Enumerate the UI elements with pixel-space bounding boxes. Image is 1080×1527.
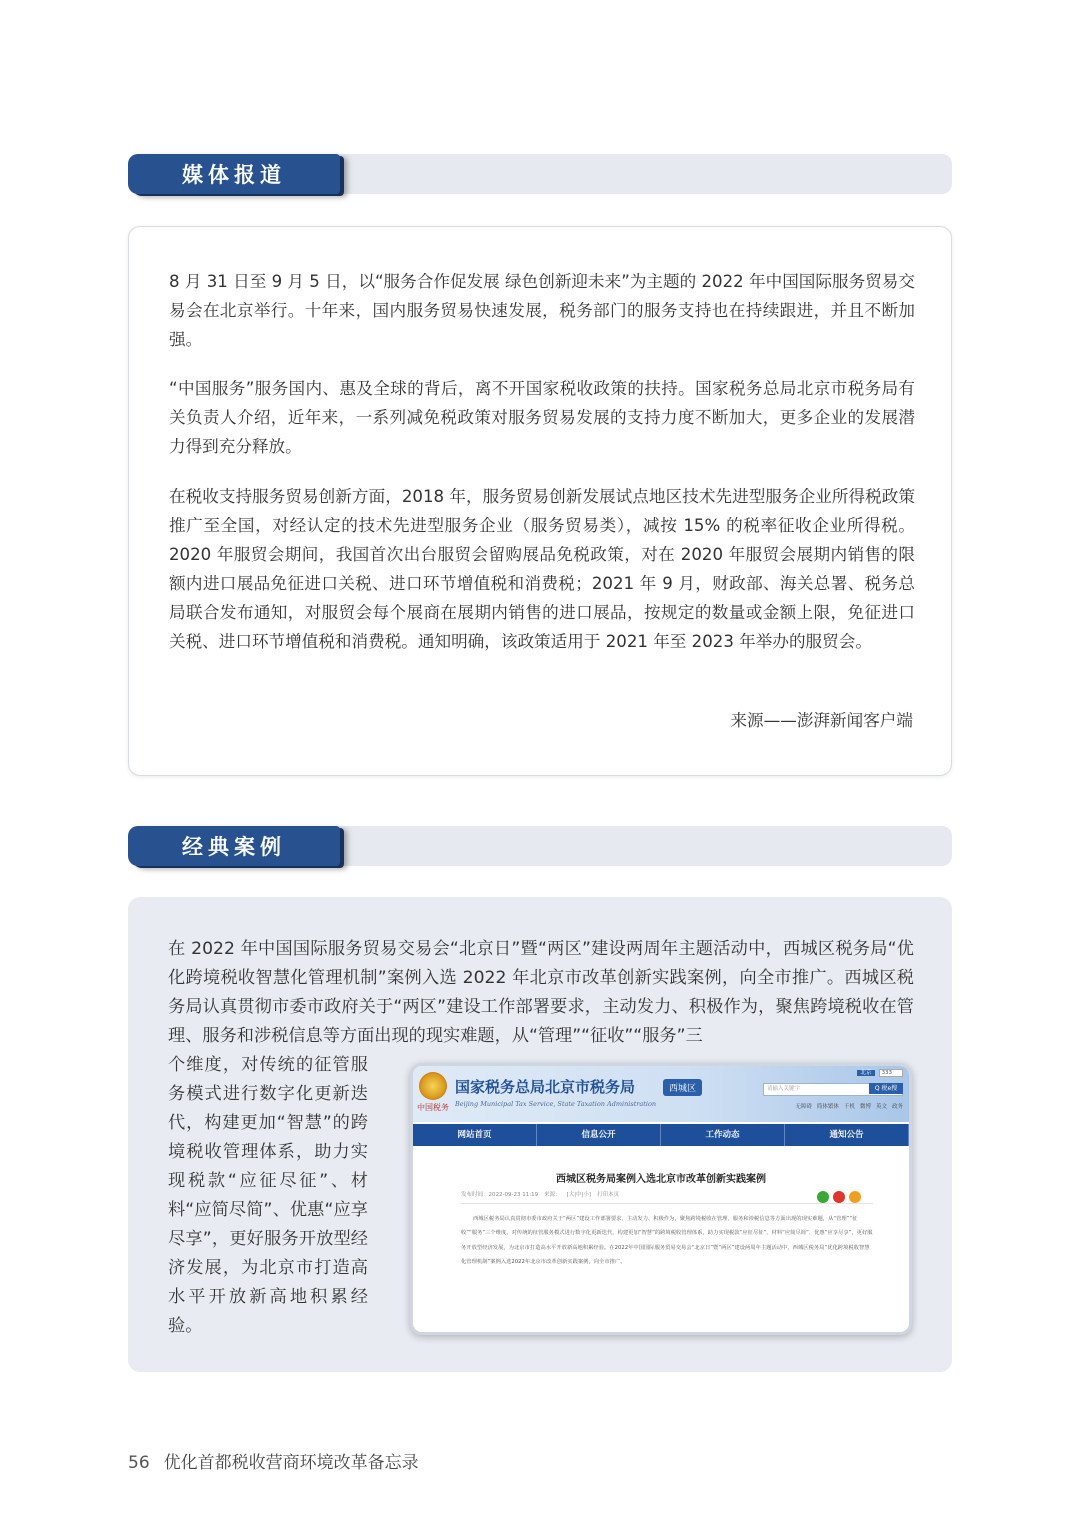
media-paragraph-2: “中国服务”服务国内、惠及全球的背后，离不开国家税收政策的扶持。国家税务总局北京市税务局有关负责人介绍，近年来，一系列减免税政策对服务贸易发展的支持力度不断加大，更多企业的发展潜力得到充分释放。	[169, 379, 915, 456]
media-paragraph-1: 8 月 31 日至 9 月 5 日，以“服务合作促发展 绿色创新迎未来”为主题的 2022 年中国国际服务贸易交易会在北京举行。十年来，国内服务贸易快速发展，税务部门的服务支持也在持续跟进，并且不断加强。	[169, 272, 915, 349]
document-title: 优化首都税收营商环境改革备忘录	[163, 1453, 419, 1473]
header-links	[790, 1102, 903, 1110]
article-meta	[461, 1190, 625, 1198]
nav-item-info: 信息公开	[537, 1124, 661, 1146]
wechat-icon	[817, 1191, 829, 1203]
share-icons	[817, 1188, 865, 1207]
city-selector	[763, 1068, 903, 1078]
media-source: 来源——澎湃新闻客户端	[730, 711, 913, 730]
case-section-title: 经典案例	[128, 826, 340, 866]
header-link: 无障碍	[795, 1104, 812, 1110]
media-paragraph-3: 在税收支持服务贸易创新方面，2018 年，服务贸易创新发展试点地区技术先进型服务企业所得税政策推广至全国，对经认定的技术先进型服务企业（服务贸易类），减按 15% 的税率征收企业所得税。2020 年服贸会期间，我国首次出台服贸会留购展品免税政策，对在 2020 年服贸会展期内销售的限额内进口展品免征进口关税、进口环节增值税和消费税；2021 年 9 月，财政部、海关总署、税务总局联合发布通知，对服贸会每个展商在展期内销售的进口展品，按规定的数量或金额上限，免征进口关税、进口环节增值税和消费税。通知明确，该政策适用于 2021 年至 2023 年举办的服贸会。	[169, 487, 915, 651]
meta-print: 打印本页	[597, 1192, 620, 1198]
search-button: Q 税e搜	[869, 1083, 903, 1094]
article-divider	[461, 1203, 873, 1204]
nav-item-news: 工作动态	[661, 1124, 785, 1146]
city-label: 北京	[857, 1070, 874, 1076]
site-subtitle: Beijing Municipal Tax Service, State Taxation Administration	[455, 1100, 657, 1108]
header-link: 简体繁体	[816, 1104, 839, 1110]
star-icon	[849, 1191, 861, 1203]
case-section-bar	[128, 826, 952, 866]
media-card	[128, 226, 952, 776]
screenshot-header	[413, 1066, 909, 1122]
article-title: 西城区税务局案例入选北京市改革创新实践案例	[556, 1174, 766, 1185]
district-badge: 西城区	[663, 1079, 702, 1096]
page-footer	[128, 1448, 419, 1473]
header-link: 政务	[891, 1104, 903, 1110]
screenshot-nav	[413, 1124, 909, 1146]
nav-item-notice: 通知公告	[785, 1124, 909, 1146]
meta-source: 来源：	[544, 1192, 561, 1198]
case-text-top: 在 2022 年中国国际服务贸易交易会“北京日”暨“两区”建设两周年主题活动中，西城区税务局“优化跨境税收智慧化管理机制”案例入选 2022 年北京市改革创新实践案例，向全市推广。西城区税务局认真贯彻市委市政府关于“两区”建设工作部署要求，主动发力、积极作为，聚焦跨境税收在管理、服务和涉税信息等方面出现的现实难题，从“管理”“征收”“服务”三	[168, 939, 914, 1046]
meta-font-size: [大|中|小]	[566, 1192, 592, 1198]
header-link: 微博	[859, 1104, 871, 1110]
case-text-left: 个维度，对传统的征管服务模式进行数字化更新迭代，构建更加“智慧”的跨境税收管理体系，助力实现税款“应征尽征”、材料“应简尽简”、优惠“应享尽享”，更好服务开放型经济发展，为北京市打造高水平开放新高地积累经验。	[168, 1055, 368, 1336]
case-card	[128, 897, 952, 1372]
emblem-text: 中国税务	[417, 1103, 449, 1112]
meta-date: 发布时间：2022-09-23 11:19	[461, 1192, 539, 1198]
header-link: 英文	[875, 1104, 887, 1110]
site-title: 国家税务总局北京市税务局	[455, 1078, 636, 1096]
nav-item-home: 网站首页	[413, 1124, 537, 1146]
website-screenshot	[410, 1063, 912, 1335]
search-input: 请输入关键字	[763, 1083, 903, 1096]
page-number: 56	[128, 1453, 150, 1473]
tax-emblem-icon	[419, 1072, 447, 1100]
media-section-bar	[128, 154, 952, 194]
city-number: 333	[879, 1069, 904, 1077]
weibo-icon	[833, 1191, 845, 1203]
article-body: 西城区税务局认真贯彻市委市政府关于“两区”建设工作部署要求，主动发力、积极作为，聚焦跨境税收在管理、服务和涉税信息等方面出现的现实难题，从“管理”“征收”“服务”三个维度，对传统的征管服务模式进行数字化更新迭代，构建更加“智慧”的跨境税收管理体系，助力实现税款“应征尽征”、材料“应简尽简”、优惠“应享尽享”，更好服务开放型经济发展，为北京市打造高水平开放新高地积累经验。在2022年中国国际服务贸易交易会“北京日”暨“两区”建设两周年主题活动中，西城区税务局“优化跨境税收智慧化管理机制”案例入选2022年北京市改革创新实践案例，向全市推广。	[461, 1216, 873, 1265]
media-section-title: 媒体报道	[128, 154, 340, 194]
header-link: 千机	[843, 1104, 855, 1110]
